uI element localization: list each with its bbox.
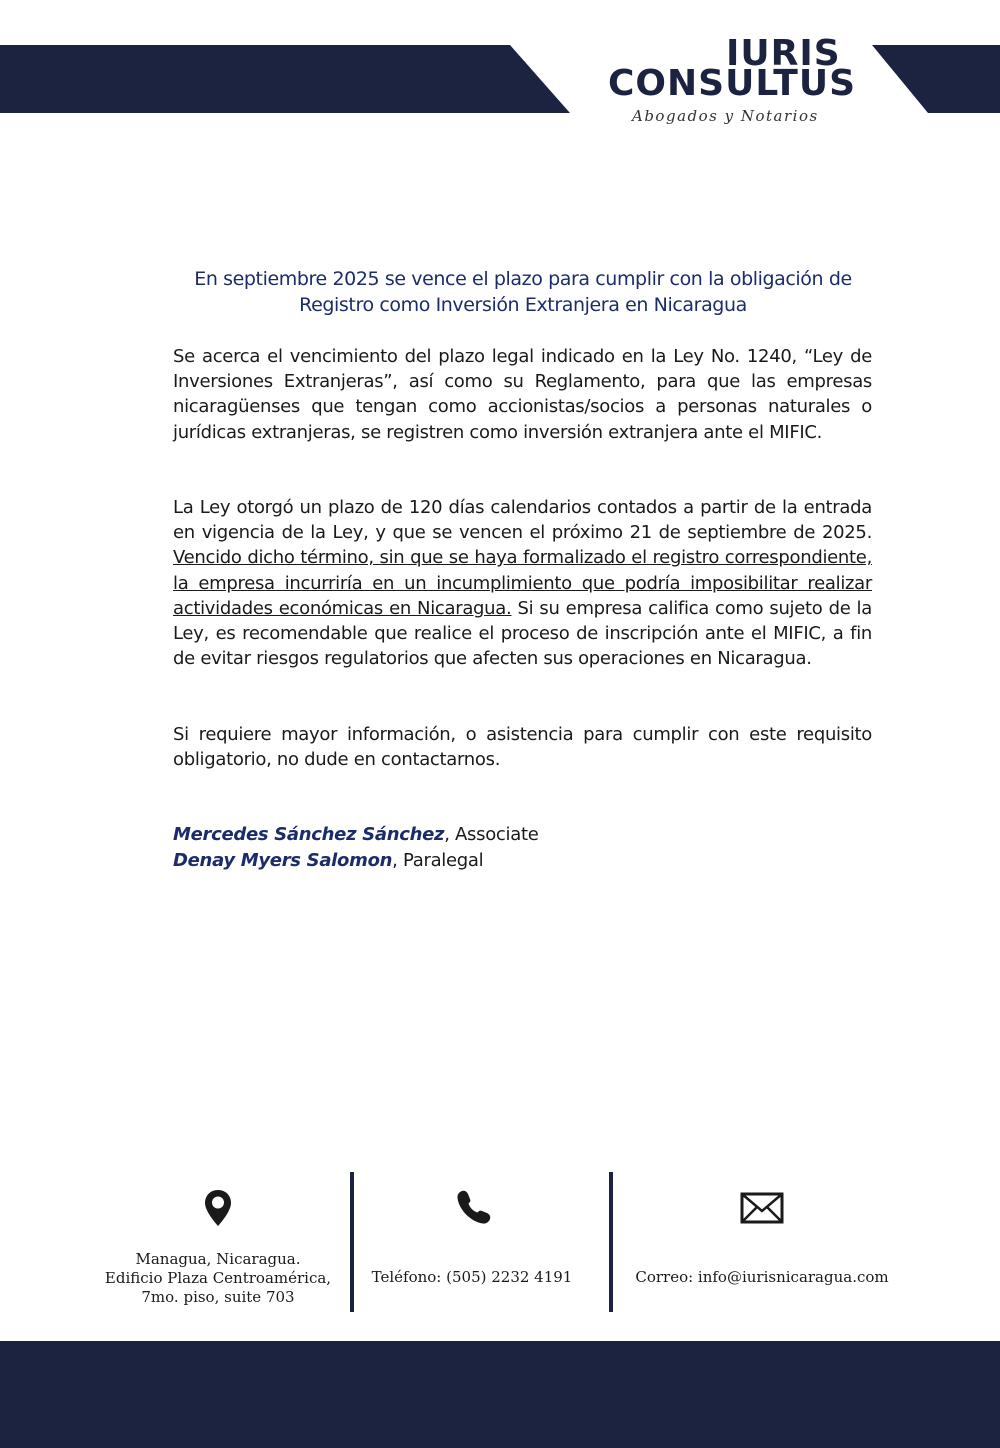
company-logo — [604, 32, 857, 127]
address-line-3: 7mo. piso, suite 703 — [141, 1288, 295, 1306]
logo-line-2: CONSULTUS — [608, 63, 857, 104]
header-band-left — [0, 45, 580, 113]
paragraph-2 — [173, 495, 872, 671]
envelope-icon — [740, 1191, 784, 1225]
paragraph-3: Si requiere mayor información, o asistencia para cumplir con este requisito obligatorio, no dude en contactarnos. — [173, 724, 872, 771]
title-line-2: Registro como Inversión Extranjera en Nicaragua — [299, 294, 747, 316]
footer-divider — [350, 1172, 354, 1312]
footer-email: Correo: info@iurisnicaragua.com — [635, 1268, 889, 1286]
header-band-right — [872, 45, 1000, 113]
logo-line-1: IURIS — [726, 33, 841, 74]
paragraph-2-end: Si su empresa califica como sujeto de la Ley, es recomendable que realice el proceso de inscripción ante el MIFIC, a fin de evitar riesgos regulatorios que afecten sus operaciones en Nicaragua. — [173, 597, 872, 670]
logo-tagline: Abogados y Notarios — [632, 107, 819, 125]
address-line-1: Managua, Nicaragua. — [135, 1250, 301, 1268]
signature-1 — [173, 822, 539, 848]
signature-role: , Associate — [444, 824, 539, 845]
location-pin-icon — [203, 1188, 233, 1228]
footer-phone: Teléfono: (505) 2232 4191 — [371, 1268, 573, 1286]
paragraph-2-start: La Ley otorgó un plazo de 120 días calendarios contados a partir de la entrada en vigencia de la Ley, y que se vencen el próximo 21 de septiembre de 2025. — [173, 497, 872, 544]
signature-2 — [173, 848, 483, 874]
signature-name: Denay Myers Salomon — [173, 850, 393, 871]
signature-role: , Paralegal — [392, 850, 484, 871]
phone-icon — [456, 1189, 492, 1225]
footer-divider — [609, 1172, 613, 1312]
address-line-2: Edificio Plaza Centroamérica, — [104, 1269, 332, 1287]
footer-address — [100, 1250, 336, 1307]
paragraph-1: Se acerca el vencimiento del plazo legal indicado en la Ley No. 1240, “Ley de Inversiones Extranjeras”, así como su Reglamento, para que las empresas nicaragüenses que tengan como accionistas/socios a personas naturales o jurídicas extranjeras, se registren como inversión extranjera ante el MIFIC. — [173, 346, 872, 443]
title-line-1: En septiembre 2025 se vence el plazo para cumplir con la obligación de — [194, 268, 852, 290]
paragraph-2-underlined: Vencido dicho término, sin que se haya formalizado el registro correspondiente, la empresa incurriría en un incumplimiento que podría imposibilitar realizar actividades económicas en Nicaragua. — [173, 547, 872, 619]
signature-name: Mercedes Sánchez Sánchez — [173, 824, 445, 845]
footer-band — [0, 1341, 1000, 1448]
document-title — [160, 266, 886, 318]
